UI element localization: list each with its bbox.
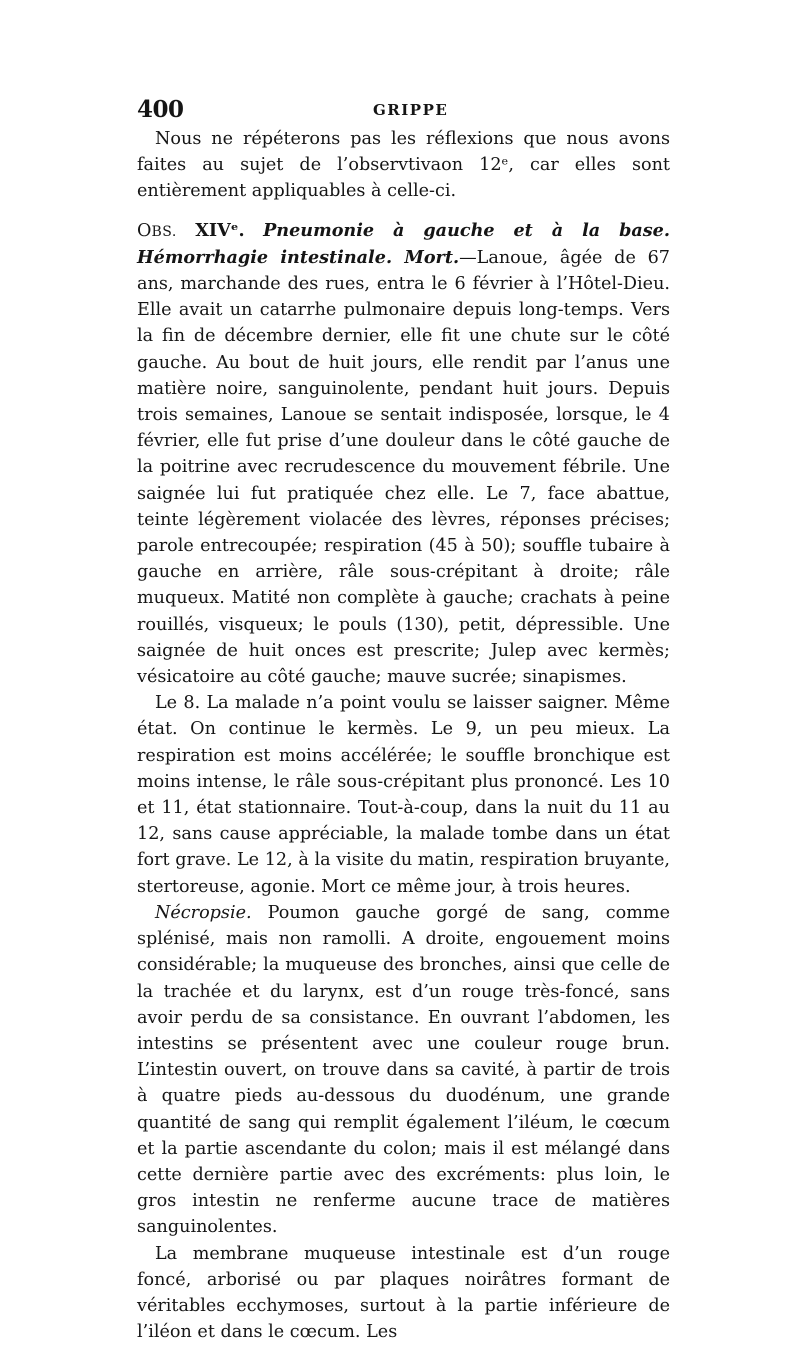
obs-number: XIVᵉ. <box>195 219 245 241</box>
obs-title: Pneumonie à gauche et à la base. Hémorrhagie intestinale. Mort. <box>137 219 671 268</box>
paragraph-membrane: La membrane muqueuse intestinale est d’un rouge foncé, arborisé ou par plaques noirâtres formant de véritables ecchymoses, surtout à la partie inférieure de l’iléon et dans le cœcum. Les <box>137 1243 670 1343</box>
page-number: 400 <box>137 96 184 123</box>
body-text <box>137 126 670 1345</box>
page-header <box>137 96 670 126</box>
necropsy-body: Poumon gauche gorgé de sang, comme splénisé, mais non ramolli. A droite, engouement moins considérable; la muqueuse des bronches, ainsi que celle de la trachée et du larynx, est d’un rouge très-foncé, sans avoir perdu de sa consistance. En ouvrant l’abdomen, les intestins se présentent avec une couleur rouge brun. L’intestin ouvert, on trouve dans sa cavité, à partir de trois à quatre pieds au-dessous du duodénum, une grande quantité de sang qui remplit également l’iléum, le cœcum et la partie ascendante du colon; mais il est mélangé dans cette dernière partie avec des excréments: plus loin, le gros intestin ne renferme aucune trace de matières sanguinolentes. <box>137 902 670 1238</box>
running-title: GRIPPE <box>373 101 449 119</box>
paragraph-necropsy <box>137 900 670 1241</box>
paragraph-intro: Nous ne répéterons pas les réflexions que nous avons faites au sujet de l’observtivaon 12ᵉ, car elles sont entièrement appliquables à celle-ci. <box>137 129 670 202</box>
obs-label-initial: O <box>137 220 152 241</box>
book-page <box>137 96 670 1345</box>
observation-paragraph <box>137 218 670 691</box>
obs-body: —Lanoue, âgée de 67 ans, marchande des rues, entra le 6 février à l’Hôtel-Dieu. Elle avait un catarrhe pulmonaire depuis long-temps. Vers la fin de décembre dernier, elle fit une chute sur le côté gauche. Au bout de huit jours, elle rendit par l’anus une matière noire, sanguinolente, pendant huit jours. Depuis trois semaines, Lanoue se sentait indisposée, lorsque, le 4 février, elle fut prise d’une douleur dans le côté gauche de la poitrine avec recrudescence du mouvement fébrile. Une saignée lui fut pratiquée chez elle. Le 7, face abattue, teinte légèrement violacée des lèvres, réponses précises; parole entrecoupée; respiration (45 à 50); souffle tubaire à gauche en arrière, râle sous-crépitant à droite; râle muqueux. Matité non complète à gauche; crachats à peine rouillés, visqueux; le pouls (130), petit, dépressible. Une saignée de huit onces est prescrite; Julep avec kermès; vésicatoire au côté gauche; mauve sucrée; sinapismes. <box>137 247 670 688</box>
paragraph-progress: Le 8. La malade n’a point voulu se laisser saigner. Même état. On continue le kermès. Le 9, un peu mieux. La respiration est moins accélérée; le souffle bronchique est moins intense, le râle sous-crépitant plus prononcé. Les 10 et 11, état stationnaire. Tout-à-coup, dans la nuit du 11 au 12, sans cause appréciable, la malade tombe dans un état fort grave. Le 12, à la visite du matin, respiration bruyante, stertoreuse, agonie. Mort ce même jour, à trois heures. <box>137 693 670 897</box>
obs-label-rest: BS. <box>151 223 177 240</box>
necropsy-label: Nécropsie. <box>155 902 252 923</box>
